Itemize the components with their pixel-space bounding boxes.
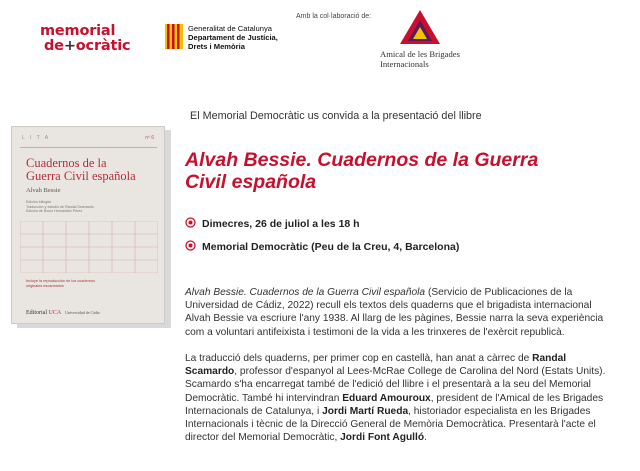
book-cover-publisher: Editorial UCA Universidad de Cádiz (26, 310, 100, 316)
event-location (185, 240, 459, 253)
event-location-text: Memorial Democràtic (Peu de la Creu, 4, Barcelona) (202, 241, 460, 253)
senyera-icon (165, 24, 183, 49)
generalitat-text: Generalitat de Catalunya Departament de Justícia, Drets i Memòria (188, 24, 278, 51)
circle-dot-bullet-icon (185, 240, 196, 251)
event-date (185, 217, 360, 230)
book-cover-credits: Edición bilingüe Traducción y estudio de Randal Scamardo Edición de Rocío Hernández Pérez (26, 200, 94, 214)
book-cover-title: Cuadernos de la Guerra Civil española (26, 156, 136, 183)
circle-dot-bullet-icon (185, 217, 196, 228)
book-description-paragraph: Alvah Bessie. Cuadernos de la Guerra Civil española (Servicio de Publicaciones de la Universidad de Cádiz, 2022) recull els textos dels quaderns que el brigadista internacional Alvah Bessie va escriure l'any 1938. Al llarg de les pàgines, Bessie narra la seva experiència com a voluntari antifeixista i testimoni de la vida a les trinxeres de l'exèrcit republicà. (185, 287, 604, 338)
book-number: nº 6 (145, 135, 154, 141)
memorial-democratic-logo (40, 24, 130, 54)
invitation-intro: El Memorial Democràtic us convida a la presentació del llibre (190, 110, 482, 122)
collaboration-label: Amb la col·laboració de: (296, 13, 372, 20)
speakers-paragraph: La traducció dels quaderns, per primer cop en castellà, han anat a càrrec de Randal Scamardo, professor d'espanyol al Lees-McRae College de Carolina del Nord (Estats Units). Scamardo s'ha encarregat també de l'edició del llibre i el presentarà a la seu del Memorial Democràtic. També hi intervindran Eduard Amouroux, president de l'Amical de les Brigades Internacionals de Catalunya, i Jordi Martí Rueda, historiador especialista en les Brigades Internacionals i tècnic de la Direcció General de Memòria Democràtica. Presentarà l'acte el director del Memorial Democràtic, Jordi Font Agulló. (185, 353, 606, 444)
book-cover-grid-pattern (20, 221, 158, 273)
memorial-logo-line2: de+ocràtic (44, 38, 131, 54)
cross-mark-icon: + (63, 38, 76, 54)
event-date-text: Dimecres, 26 de juliol a les 18 h (202, 218, 360, 230)
header: memorial de+ocràtic Generalitat de Catalunya Departament de Justícia, Drets i Memòria Amb la col·laboració de: Amical de les Brigades Internacionals (0, 0, 640, 95)
book-series-mark: L I T A (22, 135, 51, 141)
memorial-logo-line1: memorial (40, 23, 116, 39)
book-cover-description: Incluye la reproducción de los cuadernos originales escaneados (26, 279, 96, 288)
book-cover-image (11, 126, 171, 326)
book-cover-author: Alvah Bessie (26, 187, 61, 194)
event-title: Alvah Bessie. Cuadernos de la Guerra Civil española (185, 149, 539, 193)
amical-triangle-icon (400, 10, 440, 44)
